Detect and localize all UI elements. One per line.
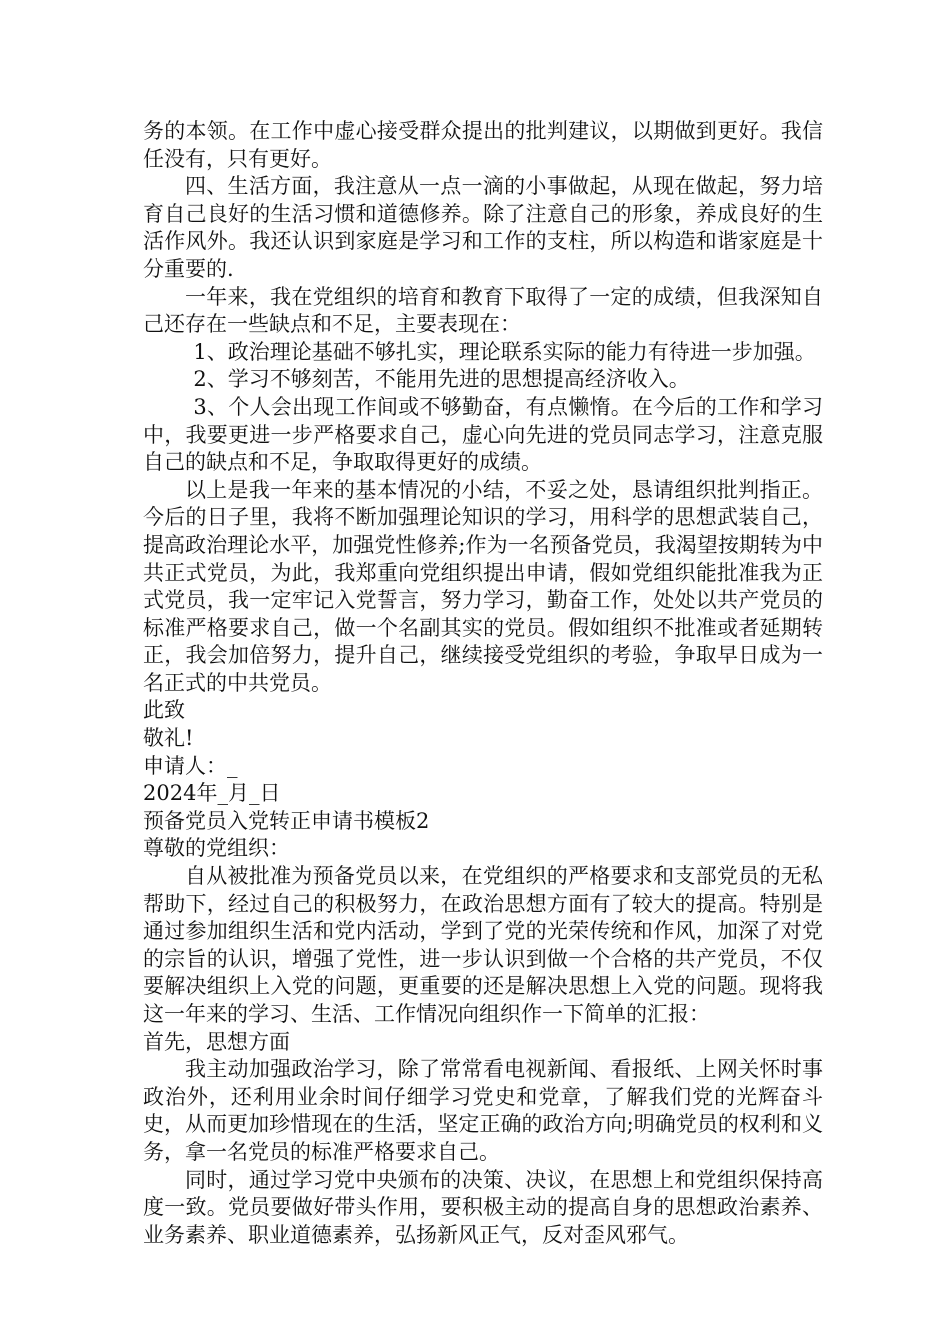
shortcoming-item-1: 1、政治理论基础不够扎实，理论联系实际的能力有待进一步加强。	[193, 339, 816, 364]
paragraph-introduction: 自从被批准为预备党员以来，在党组织的严格要求和支部党员的无私帮助下，经过自己的积极努力，在政治思想方面有了较大的提高。特别是通过参加组织生活和党内活动，学到了党的光荣传统和作风，加深了对党的宗旨的认识，增强了党性，进一步认识到做一个合格的共产党员，不仅要解决组织上入党的问题，更重要的还是解决思想上入党的问题。现将我这一年来的学习、生活、工作情况向组织作一下简单的汇报：	[143, 864, 823, 1026]
greeting-line: 尊敬的党组织：	[143, 836, 290, 861]
paragraph-year-summary: 一年来，我在党组织的培育和教育下取得了一定的成绩，但我深知自己还存在一些缺点和不足，主要表现在：	[143, 284, 823, 337]
section-heading-ideology: 首先，思想方面	[143, 1029, 290, 1054]
date-line: 2024年_月_日	[143, 781, 281, 806]
shortcoming-item-3: 3、个人会出现工作间或不够勤奋，有点懒惰。在今后的工作和学习中，我要更进一步严格要求自己，虚心向先进的党员同志学习，注意克服自己的缺点和不足，争取取得更好的成绩。	[143, 394, 823, 475]
closing-salutation: 此致	[143, 698, 185, 723]
paragraph-political-study: 我主动加强政治学习，除了常常看电视新闻、看报纸、上网关怀时事政治外，还利用业余时间仔细学习党史和党章，了解我们党的光辉奋斗史，从而更加珍惜现在的生活，坚定正确的政治方向;明确党员的权利和义务，拿一名党员的标准严格要求自己。	[143, 1057, 823, 1164]
shortcoming-item-2: 2、学习不够刻苦，不能用先进的思想提高经济收入。	[193, 367, 690, 392]
closing-regards: 敬礼!	[143, 726, 194, 751]
paragraph-conclusion: 以上是我一年来的基本情况的小结，不妥之处，恳请组织批判指正。今后的日子里，我将不断加强理论知识的学习，用科学的思想武装自己，提高政治理论水平，加强党性修养;作为一名预备党员，我渴望按期转为中共正式党员，为此，我郑重向党组织提出申请，假如党组织能批准我为正式党员，我一定牢记入党誓言，努力学习，勤奋工作，处处以共产党员的标准严格要求自己，做一个名副其实的党员。假如组织不批准或者延期转正，我会加倍努力，提升自己，继续接受党组织的考验，争取早日成为一名正式的中共党员。	[143, 477, 823, 695]
applicant-line: 申请人：_	[143, 753, 238, 778]
document-body	[143, 118, 823, 1249]
paragraph-life-aspect: 四、生活方面，我注意从一点一滴的小事做起，从现在做起，努力培育自己良好的生活习惯和道德修养。除了注意自己的形象，养成良好的生活作风外。我还认识到家庭是学习和工作的支柱，所以构造和谐家庭是十分重要的.	[143, 174, 823, 281]
paragraph-work-ability: 务的本领。在工作中虚心接受群众提出的批判建议，以期做到更好。我信任没有，只有更好。	[143, 119, 823, 171]
template-heading: 预备党员入党转正申请书模板2	[143, 808, 430, 833]
paragraph-party-alignment: 同时，通过学习党中央颁布的决策、决议，在思想上和党组织保持高度一致。党员要做好带头作用，要积极主动的提高自身的思想政治素养、业务素养、职业道德素养，弘扬新风正气，反对歪风邪气。	[143, 1167, 823, 1247]
